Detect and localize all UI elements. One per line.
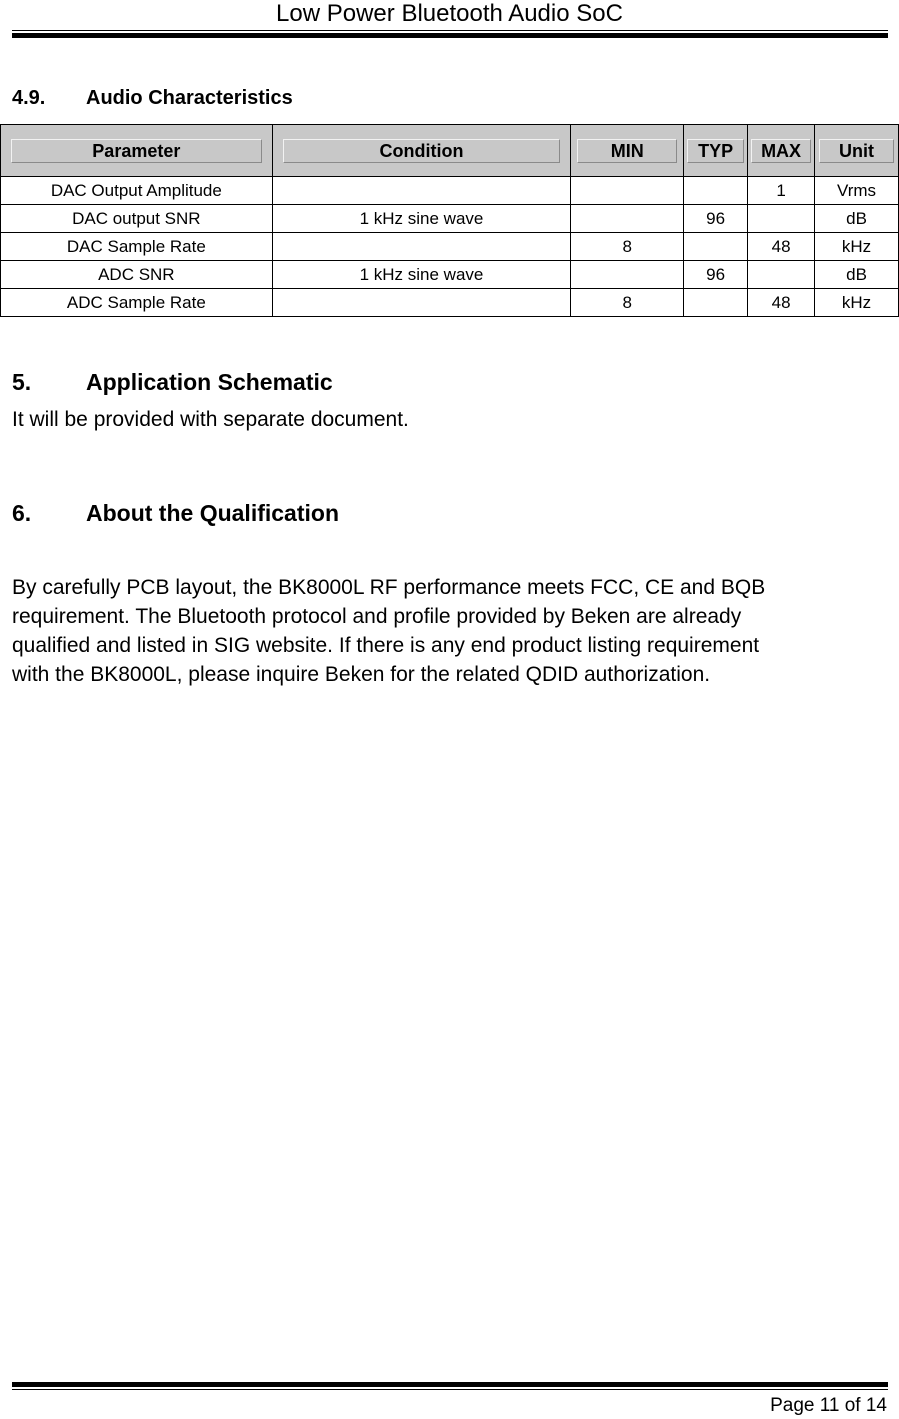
table-row: [1, 261, 899, 289]
section-number: 5.: [12, 369, 32, 395]
cell-typ: 96: [684, 205, 748, 233]
table-header-row: [1, 125, 899, 177]
column-header-max: MAX: [748, 125, 815, 177]
section-number: 6.: [12, 500, 32, 526]
cell-typ: [684, 233, 748, 261]
cell-typ: [684, 177, 748, 205]
cell-min: 8: [571, 289, 684, 317]
column-header-typ: TYP: [684, 125, 748, 177]
cell-max: 48: [748, 289, 815, 317]
document-header-title: Low Power Bluetooth Audio SoC: [276, 0, 623, 27]
cell-condition: [272, 177, 571, 205]
cell-min: 8: [571, 233, 684, 261]
cell-condition: [272, 233, 571, 261]
section-number: 4.9.: [12, 87, 46, 109]
cell-min: [571, 261, 684, 289]
paragraph-line: qualified and listed in SIG website. If there is any end product listing requirement: [12, 634, 760, 657]
section-6-body: [12, 573, 892, 689]
cell-condition: [272, 289, 571, 317]
cell-unit: dB: [815, 261, 899, 289]
paragraph-line: with the BK8000L, please inquire Beken for the related QDID authorization.: [12, 663, 711, 686]
cell-unit: kHz: [815, 233, 899, 261]
page-number: Page 11 of 14: [770, 1395, 887, 1416]
column-header-condition: Condition: [272, 125, 571, 177]
cell-parameter: DAC output SNR: [1, 205, 273, 233]
column-header-unit: Unit: [815, 125, 899, 177]
column-header-parameter: Parameter: [1, 125, 273, 177]
cell-max: [748, 205, 815, 233]
paragraph-line: By carefully PCB layout, the BK8000L RF performance meets FCC, CE and BQB: [12, 576, 766, 599]
section-4-9-heading: [12, 86, 293, 110]
audio-characteristics-table: [0, 124, 899, 317]
cell-unit: kHz: [815, 289, 899, 317]
table-row: [1, 233, 899, 261]
footer-rule: [12, 1382, 888, 1390]
table-row: [1, 177, 899, 205]
table-row: [1, 289, 899, 317]
section-title: About the Qualification: [86, 500, 339, 526]
header-rule: [12, 30, 888, 38]
section-5-heading: [12, 368, 333, 396]
section-6-heading: [12, 499, 339, 527]
cell-max: 1: [748, 177, 815, 205]
cell-typ: 96: [684, 261, 748, 289]
cell-parameter: DAC Output Amplitude: [1, 177, 273, 205]
cell-unit: dB: [815, 205, 899, 233]
section-title: Application Schematic: [86, 369, 333, 395]
cell-unit: Vrms: [815, 177, 899, 205]
paragraph-line: requirement. The Bluetooth protocol and profile provided by Beken are already: [12, 605, 742, 628]
cell-typ: [684, 289, 748, 317]
cell-min: [571, 177, 684, 205]
table-row: [1, 205, 899, 233]
cell-parameter: ADC Sample Rate: [1, 289, 273, 317]
column-header-min: MIN: [571, 125, 684, 177]
section-5-body: It will be provided with separate document.: [12, 408, 409, 431]
cell-condition: 1 kHz sine wave: [272, 205, 571, 233]
cell-max: 48: [748, 233, 815, 261]
cell-parameter: ADC SNR: [1, 261, 273, 289]
section-title: Audio Characteristics: [86, 87, 293, 109]
cell-max: [748, 261, 815, 289]
cell-condition: 1 kHz sine wave: [272, 261, 571, 289]
cell-min: [571, 205, 684, 233]
cell-parameter: DAC Sample Rate: [1, 233, 273, 261]
